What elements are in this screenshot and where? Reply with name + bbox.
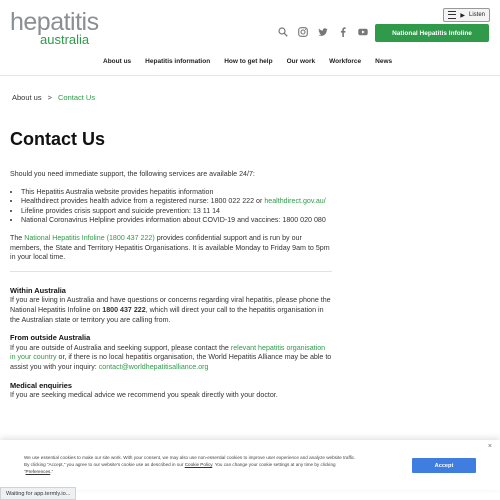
cookie-text-line: By clicking “Accept,” you agree to our website's cookie use as described in our (24, 462, 185, 467)
cookie-text-line: We use essential cookies to make our site work. With your consent, we may also use non-essential cookies to improve user experience and analyze website traffic. (24, 455, 356, 460)
service-item (21, 197, 332, 207)
browser-status-bar: Waiting for app.termly.io... (0, 487, 76, 500)
cookie-policy-link[interactable]: Cookie Policy (184, 462, 213, 467)
facebook-icon[interactable] (338, 27, 348, 37)
cookie-text-line: . You can change your cookie settings at any time by clicking (212, 462, 336, 467)
nav-item-how-to-get-help[interactable]: How to get help (224, 58, 273, 65)
cookie-quote: .” (50, 469, 54, 474)
infoline-link[interactable]: National Hepatitis Infoline (1800 437 222) (24, 233, 155, 242)
within-text: , which will direct your call to the hepatitis organisation in the Australian state or territory you are calling from. (10, 305, 324, 324)
within-text: If you are living in Australia and have questions or concerns regarding viral hepatitis, please phone the National Hepatitis Infoline on (10, 296, 331, 314)
nav-item-our-work[interactable]: Our work (286, 58, 316, 65)
outside-text: If you are outside of Australia and seeking support, please contact the (10, 343, 231, 352)
menu-icon[interactable] (448, 11, 456, 19)
nav-item-hepatitis-information[interactable]: Hepatitis information (145, 58, 211, 65)
close-icon[interactable]: × (487, 443, 492, 450)
within-australia-text (10, 296, 332, 325)
service-text: Healthdirect provides health advice from a registered nurse: 1800 022 222 or (21, 197, 265, 206)
alliance-email-link[interactable]: contact@worldhepatitisalliance.org (98, 362, 209, 371)
breadcrumb (12, 93, 95, 102)
header-icons (278, 27, 368, 37)
infoline-button[interactable]: National Hepatitis Infoline (375, 24, 489, 42)
cookie-preferences-link[interactable]: Preferences (25, 469, 51, 474)
service-item (21, 207, 332, 217)
breadcrumb-separator-icon: > (47, 93, 52, 102)
infoline-paragraph (10, 234, 332, 263)
service-text: This Hepatitis Australia website provides hepatitis information (21, 187, 214, 196)
infoline-text: provides confidential support and is run by our members, the State and Territory Hepatitis Organisations. It is available Monday to Friday 9am to 5pm in your local time. (10, 233, 330, 262)
speaker-icon: ▶ (460, 12, 465, 19)
infoline-phone: 1800 437 222 (102, 305, 146, 314)
service-text: Lifeline provides crisis support and suicide prevention: 13 11 14 (21, 206, 221, 215)
main-nav (103, 58, 392, 65)
breadcrumb-current: Contact Us (58, 93, 96, 102)
services-list (10, 188, 332, 226)
logo-text-hepatitis: hepatitis (10, 8, 99, 36)
infoline-text: The (10, 233, 25, 242)
search-icon[interactable] (278, 27, 288, 37)
accept-cookies-button[interactable]: Accept (412, 458, 476, 473)
main-content (10, 170, 332, 409)
service-item (21, 216, 332, 226)
cookie-banner (0, 440, 500, 490)
service-text: National Coronavirus Helpline provides information about COVID-19 and vaccines: 1800 020 080 (21, 216, 326, 225)
within-australia-heading: Within Australia (10, 285, 66, 295)
cookie-quote: “ (24, 469, 26, 474)
listen-label: Listen (468, 12, 485, 18)
header-divider (0, 75, 500, 76)
healthdirect-link[interactable]: healthdirect.gov.au/ (264, 197, 326, 206)
cookie-text (24, 454, 404, 475)
relevant-organisation-link[interactable]: relevant hepatitis organisation in your country (10, 343, 326, 362)
breadcrumb-about-us[interactable]: About us (12, 93, 42, 102)
nav-item-about-us[interactable]: About us (103, 58, 132, 65)
listen-button[interactable] (443, 8, 490, 22)
content-divider (10, 271, 332, 272)
medical-enquiries-heading: Medical enquiries (10, 380, 73, 390)
intro-text: Should you need immediate support, the following services are available 24/7: (10, 170, 255, 178)
outside-australia-heading: From outside Australia (10, 333, 91, 343)
twitter-icon[interactable] (318, 27, 328, 37)
nav-item-workforce[interactable]: Workforce (329, 58, 362, 65)
logo-text-australia: australia (40, 32, 90, 47)
medical-enquiries-text: If you are seeking medical advice we recommend you speak directly with your doctor. (10, 391, 278, 400)
page-title: Contact Us (10, 129, 106, 149)
service-item (21, 188, 332, 198)
outside-australia-text (10, 344, 332, 373)
youtube-icon[interactable] (358, 27, 368, 37)
site-logo[interactable] (10, 10, 99, 46)
nav-item-news[interactable]: News (375, 58, 393, 65)
instagram-icon[interactable] (298, 27, 308, 37)
outside-text: or, if there is no local hepatitis organisation, the World Hepatitis Alliance may be able to assist you with your inquiry: (10, 353, 332, 371)
